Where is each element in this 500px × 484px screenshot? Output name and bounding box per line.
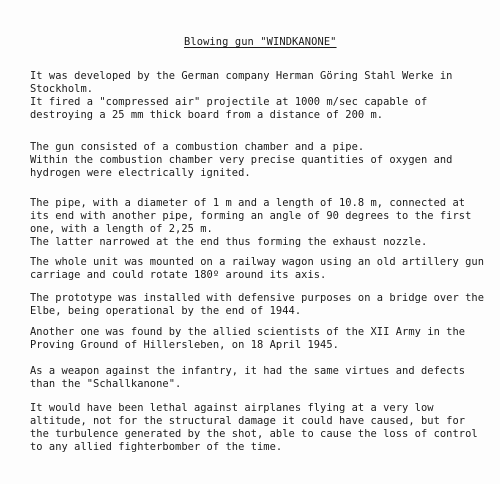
- paragraph-line: As a weapon against the infantry, it had the same virtues and defects: [30, 365, 466, 377]
- paragraph-line: to any allied fighterbomber of the time.: [30, 441, 283, 453]
- paragraph-line: carriage and could rotate 180º around its axis.: [30, 269, 327, 281]
- document-title: Blowing gun "WINDKANONE": [184, 36, 337, 48]
- paragraph-origin: [30, 70, 480, 122]
- paragraph-line: It fired a "compressed air" projectile at 1000 m/sec capable of: [30, 96, 428, 108]
- paragraph-line: The latter narrowed at the end thus forming the exhaust nozzle.: [30, 236, 428, 248]
- paragraph-prototype: [30, 292, 485, 318]
- paragraph-line: one, with a length of 2,25 m.: [30, 223, 213, 235]
- paragraph-line: Elbe, being operational by the end of 1944.: [30, 305, 302, 317]
- paragraph-line: The prototype was installed with defensive purposes on a bridge over the: [30, 292, 485, 304]
- paragraph-line: Stockholm.: [30, 83, 94, 95]
- paragraph-line: the turbulence generated by the shot, able to cause the loss of control: [30, 428, 478, 440]
- paragraph-infantry: [30, 365, 480, 391]
- paragraph-line: The gun consisted of a combustion chamber and a pipe.: [30, 141, 365, 153]
- paragraph-line: hydrogen were electrically ignited.: [30, 167, 251, 179]
- paragraph-line: Proving Ground of Hillersleben, on 18 April 1945.: [30, 339, 339, 351]
- paragraph-line: The pipe, with a diameter of 1 m and a length of 10.8 m, connected at: [30, 197, 466, 209]
- paragraph-line: than the "Schallkanone".: [30, 378, 182, 390]
- paragraph-line: It would have been lethal against airplanes flying at a very low: [30, 402, 434, 414]
- paragraph-line: It was developed by the German company Herman Göring Stahl Werke in: [30, 70, 453, 82]
- paragraph-mounting: [30, 256, 485, 282]
- paragraph-line: its end with another pipe, forming an angle of 90 degrees to the first: [30, 210, 472, 222]
- paragraph-line: Another one was found by the allied scientists of the XII Army in the: [30, 326, 466, 338]
- paragraph-line: destroying a 25 mm thick board from a distance of 200 m.: [30, 109, 384, 121]
- paragraph-construction: [30, 141, 480, 180]
- paragraph-line: altitude, not for the structural damage it could have caused, but for: [30, 415, 466, 427]
- paragraph-line: The whole unit was mounted on a railway wagon using an old artillery gun: [30, 256, 485, 268]
- paragraph-airplanes: [30, 402, 480, 454]
- paragraph-another: [30, 326, 480, 352]
- paragraph-pipe: [30, 197, 480, 249]
- paragraph-line: Within the combustion chamber very precise quantities of oxygen and: [30, 154, 453, 166]
